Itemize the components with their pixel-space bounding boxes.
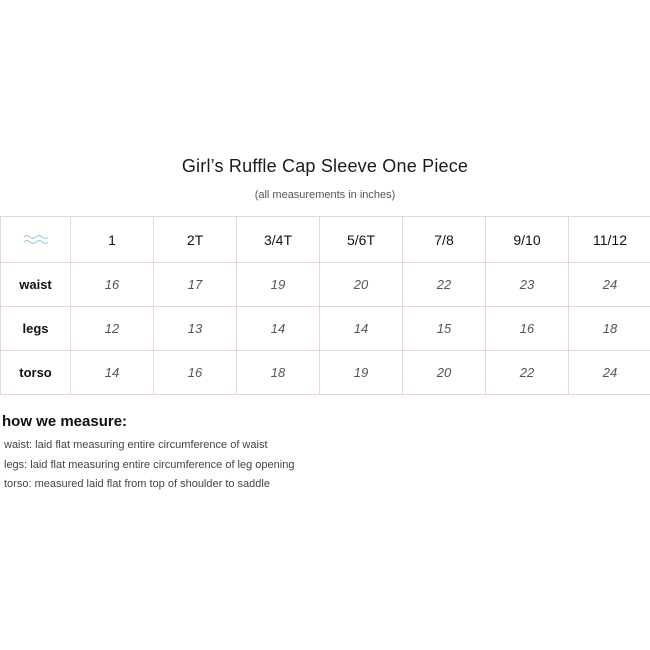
- table-cell: 17: [154, 263, 237, 307]
- column-header-size: 7/8: [403, 217, 486, 263]
- row-label: waist: [1, 263, 71, 307]
- row-label: torso: [1, 351, 71, 395]
- table-corner-cell: [1, 217, 71, 263]
- table-cell: 16: [154, 351, 237, 395]
- column-header-size: 2T: [154, 217, 237, 263]
- table-row-waist: [1, 263, 650, 307]
- wave-icon: [23, 233, 49, 245]
- column-header-size: 9/10: [486, 217, 569, 263]
- row-label: legs: [1, 307, 71, 351]
- table-cell: 19: [237, 263, 320, 307]
- table-cell: 15: [403, 307, 486, 351]
- table-cell: 24: [569, 263, 650, 307]
- column-header-size: 5/6T: [320, 217, 403, 263]
- table-cell: 22: [486, 351, 569, 395]
- table-cell: 16: [71, 263, 154, 307]
- table-cell: 12: [71, 307, 154, 351]
- how-we-measure-heading: how we measure:: [2, 413, 128, 430]
- table-cell: 18: [237, 351, 320, 395]
- column-header-size: 11/12: [569, 217, 650, 263]
- table-cell: 19: [320, 351, 403, 395]
- size-chart-table: [0, 216, 650, 395]
- how-we-measure-list: [4, 436, 294, 495]
- table-cell: 24: [569, 351, 650, 395]
- chart-subtitle: (all measurements in inches): [254, 189, 396, 201]
- measure-note-torso: torso: measured laid flat from top of shoulder to saddle: [4, 478, 270, 490]
- measure-note-legs: legs: laid flat measuring entire circumference of leg opening: [4, 458, 295, 471]
- table-cell: 20: [320, 263, 403, 307]
- measure-note-waist: waist: laid flat measuring entire circumference of waist: [4, 439, 268, 451]
- table-header-row: [1, 217, 650, 263]
- chart-title: Girl’s Ruffle Cap Sleeve One Piece: [181, 156, 469, 176]
- table-cell: 13: [154, 307, 237, 351]
- table-cell: 14: [71, 351, 154, 395]
- table-row-torso: [1, 351, 650, 395]
- table-row-legs: [1, 307, 650, 351]
- column-header-size: 1: [71, 217, 154, 263]
- table-cell: 16: [486, 307, 569, 351]
- table-cell: 20: [403, 351, 486, 395]
- table-cell: 14: [320, 307, 403, 351]
- table-cell: 18: [569, 307, 650, 351]
- table-cell: 22: [403, 263, 486, 307]
- column-header-size: 3/4T: [237, 217, 320, 263]
- table-cell: 14: [237, 307, 320, 351]
- table-cell: 23: [486, 263, 569, 307]
